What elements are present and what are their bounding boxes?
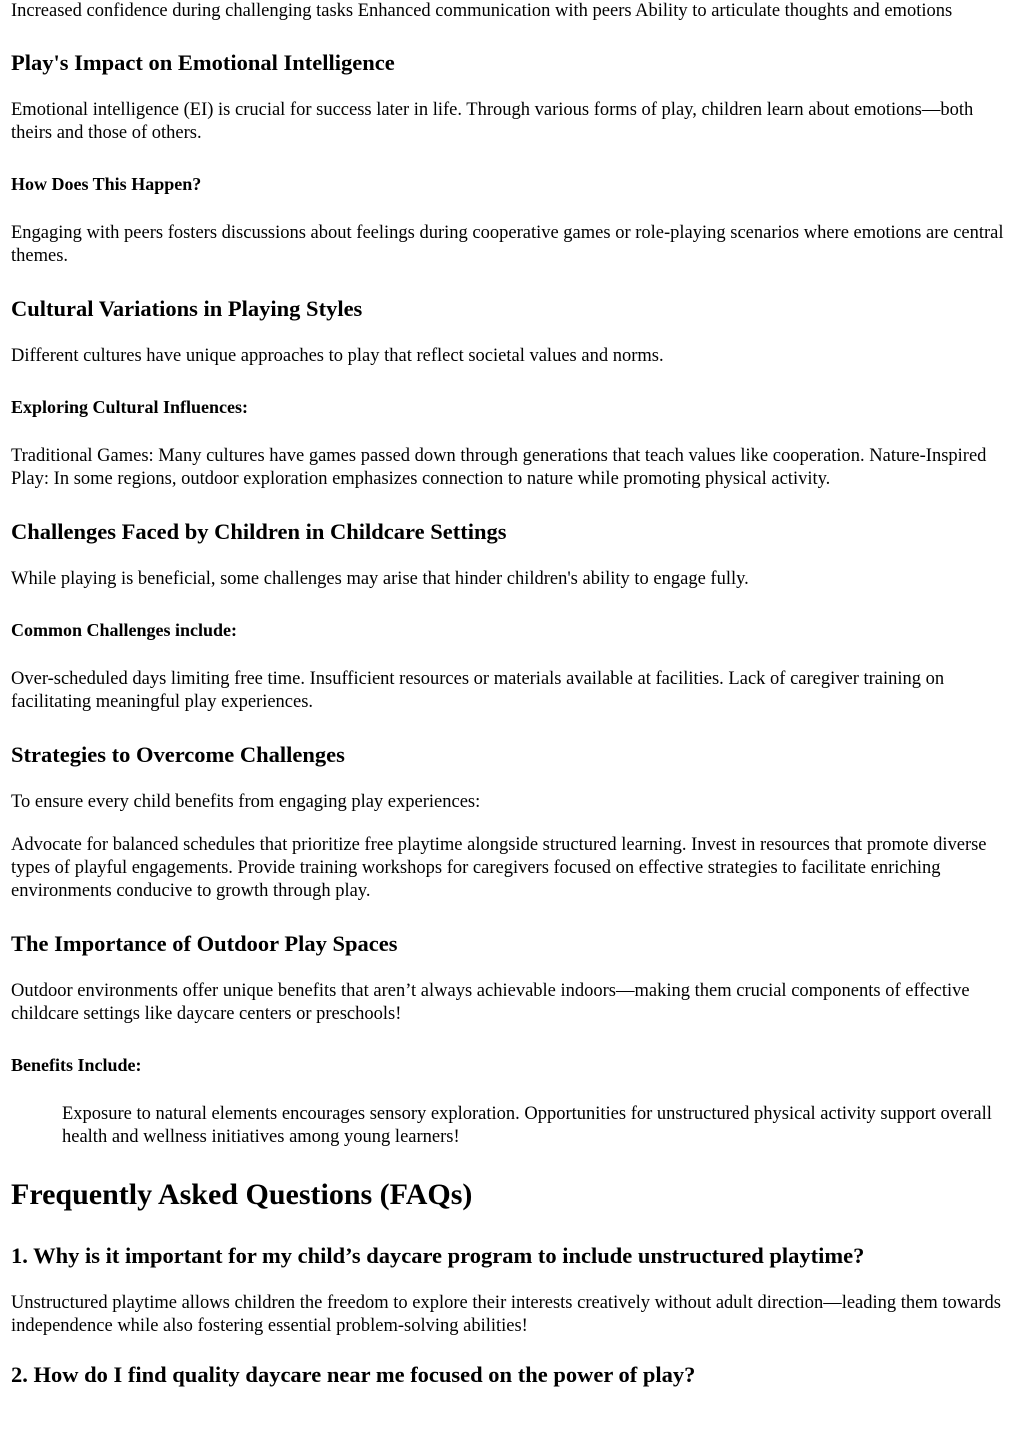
paragraph-benefits: Exposure to natural elements encourages sensory exploration. Opportunities for unstructured physical activity support overall health and wellness initiatives among young learners! — [62, 1104, 992, 1147]
paragraph-outdoor-play: Outdoor environments offer unique benefits that aren’t always achievable indoors—making them crucial components of effective childcare settings like daycare centers or preschools! — [11, 981, 970, 1024]
subheading-how-does-this-happen: How Does This Happen? — [11, 174, 202, 194]
faq-question-2: 2. How do I find quality daycare near me focused on the power of play? — [11, 1362, 696, 1387]
heading-strategies: Strategies to Overcome Challenges — [11, 742, 345, 767]
heading-faq: Frequently Asked Questions (FAQs) — [11, 1178, 473, 1211]
faq-question-1: 1. Why is it important for my child’s daycare program to include unstructured playtime? — [11, 1243, 865, 1268]
paragraph-cultural-influences: Traditional Games: Many cultures have games passed down through generations that teach values like cooperation. Nature-Inspired Play: In some regions, outdoor exploration emphasizes connection to nature while promoting physical activity. — [11, 446, 987, 489]
paragraph-strategies-intro: To ensure every child benefits from engaging play experiences: — [11, 792, 481, 812]
paragraph-emotional-intelligence: Emotional intelligence (EI) is crucial for success later in life. Through various forms of play, children learn about emotions—both theirs and those of others. — [11, 100, 974, 143]
heading-cultural-variations: Cultural Variations in Playing Styles — [11, 296, 363, 321]
paragraph-how-does-this-happen: Engaging with peers fosters discussions about feelings during cooperative games or role-playing scenarios where emotions are central themes. — [11, 223, 1004, 266]
paragraph-common-challenges: Over-scheduled days limiting free time. Insufficient resources or materials available at facilities. Lack of caregiver training on facilitating meaningful play experiences. — [11, 669, 945, 712]
benefits-blockquote — [11, 1103, 1013, 1149]
paragraph-strategies-list: Advocate for balanced schedules that prioritize free playtime alongside structured learning. Invest in resources that promote diverse types of playful engagements. Provide training workshops for caregivers focused on effective strategies to facilitate enriching environments conducive to growth through play. — [11, 835, 987, 901]
paragraph-challenges: While playing is beneficial, some challenges may arise that hinder children's ability to engage fully. — [11, 569, 749, 589]
intro-paragraph: Increased confidence during challenging tasks Enhanced communication with peers Ability to articulate thoughts and emotions — [11, 1, 953, 21]
subheading-common-challenges: Common Challenges include: — [11, 620, 238, 640]
heading-outdoor-play: The Importance of Outdoor Play Spaces — [11, 931, 398, 956]
faq-answer-1: Unstructured playtime allows children the freedom to explore their interests creatively without adult direction—leading them towards independence while also fostering essential problem-solving abilities! — [11, 1293, 1001, 1336]
subheading-benefits-include: Benefits Include: — [11, 1055, 142, 1075]
subheading-exploring-cultural-influences: Exploring Cultural Influences: — [11, 397, 249, 417]
paragraph-cultural-variations: Different cultures have unique approaches to play that reflect societal values and norms. — [11, 346, 664, 366]
heading-challenges: Challenges Faced by Children in Childcare Settings — [11, 519, 507, 544]
heading-emotional-intelligence: Play's Impact on Emotional Intelligence — [11, 50, 395, 75]
